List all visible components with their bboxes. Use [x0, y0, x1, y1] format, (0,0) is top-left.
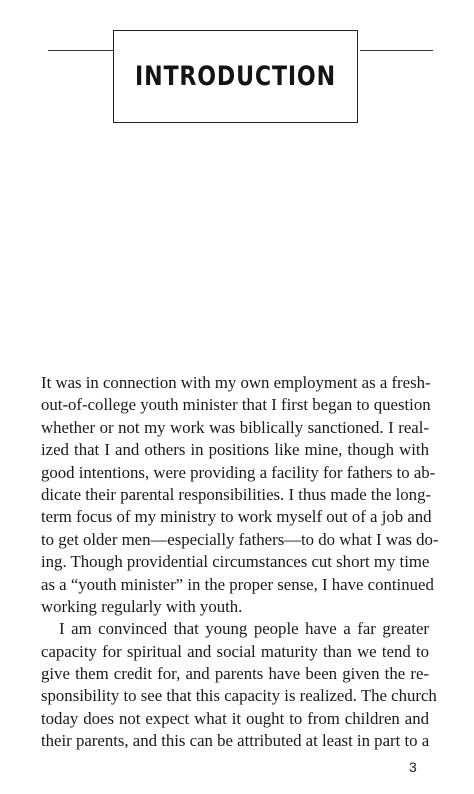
body-text — [41, 372, 439, 753]
paragraph-2-line: sponsibility to see that this capacity is realized. The church — [41, 686, 437, 706]
paragraph-1-line: working regularly with youth. — [41, 596, 243, 616]
paragraph-2-line: I am convinced that young people have a far greater — [59, 619, 429, 639]
paragraph-1-line: term focus of my ministry to work myself out of a job and — [41, 507, 432, 527]
paragraph-2-line: give them credit for, and parents have been given the re- — [41, 664, 429, 684]
paragraph-1-line: It was in connection with my own employment as a fresh- — [41, 373, 431, 392]
title-rule-left — [48, 50, 114, 51]
title-rule-right — [360, 50, 433, 51]
paragraph-1-line: whether or not my work was biblically sanctioned. I real- — [41, 417, 429, 437]
chapter-title-box — [113, 30, 358, 123]
paragraph-1-line: ing. Though providential circumstances cut short my time — [41, 552, 430, 572]
paragraph-1-line: to get older men—especially fathers—to do what I was do- — [41, 529, 439, 549]
chapter-title: INTRODUCTION — [135, 61, 336, 92]
paragraph-2-line: today does not expect what it ought to from children and — [41, 708, 429, 728]
paragraph-2-line: their parents, and this can be attributed at least in part to a — [41, 731, 430, 751]
page-number: 3 — [409, 759, 417, 775]
paragraph-1-line: as a “youth minister” in the proper sense, I have continued — [41, 574, 434, 594]
paragraph-1-line: dicate their parental responsibilities. I thus made the long- — [41, 484, 432, 504]
paragraph-1-line: ized that I and others in positions like mine, though with — [41, 440, 429, 460]
paragraph-2-line: capacity for spiritual and social maturity than we tend to — [41, 641, 429, 661]
paragraph-1-line: good intentions, were providing a facility for fathers to ab- — [41, 462, 436, 482]
paragraph-1-line: out-of-college youth minister that I first began to question — [41, 395, 431, 415]
